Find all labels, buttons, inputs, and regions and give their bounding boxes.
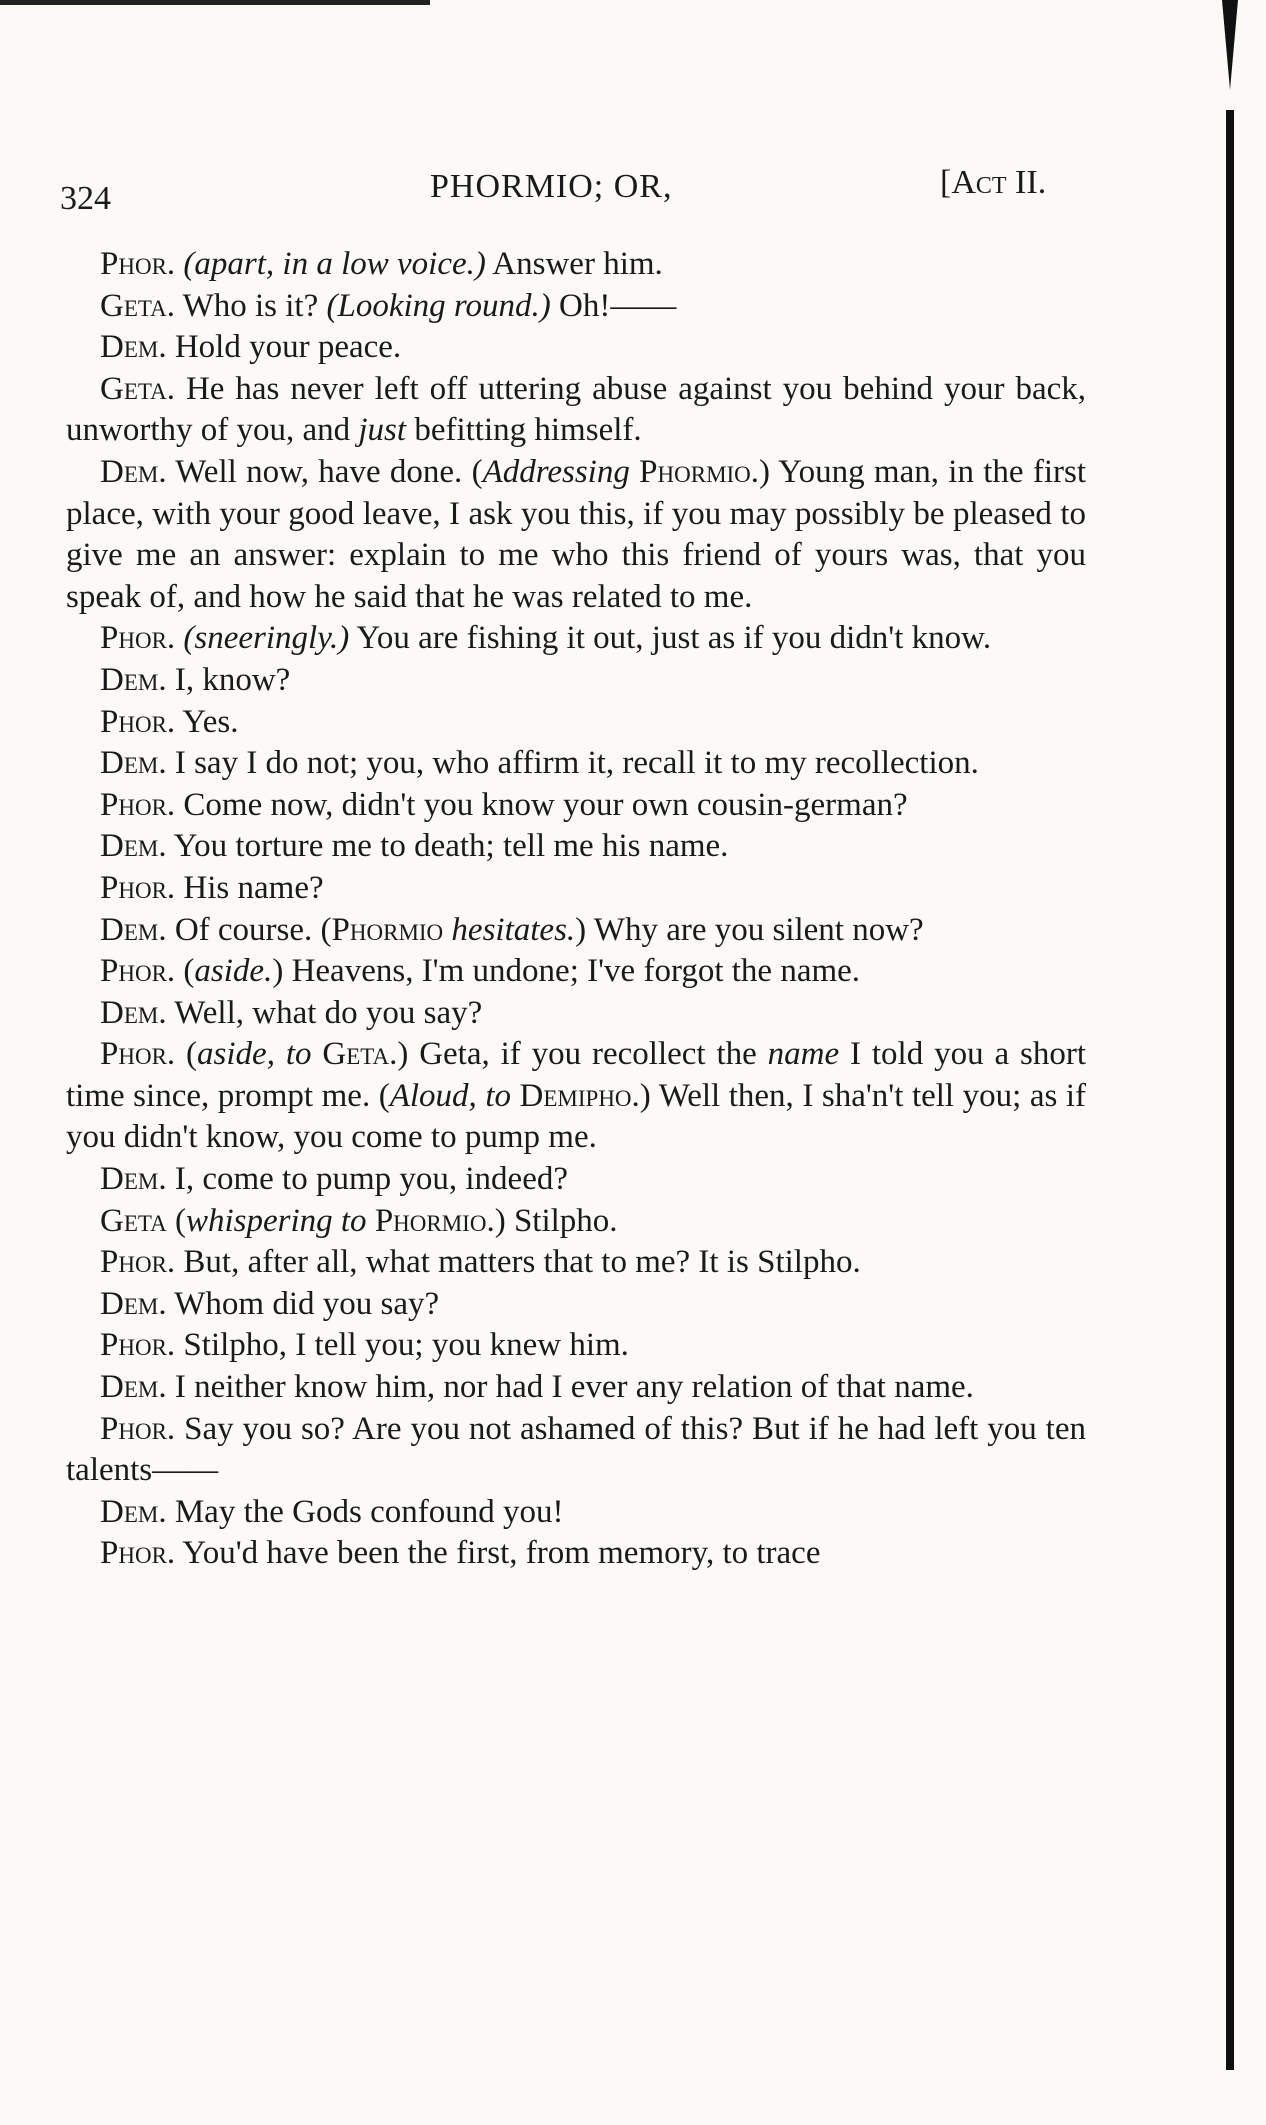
- speech-paragraph: [66, 785, 1086, 827]
- speech-text: Oh!——: [550, 287, 677, 324]
- speech-paragraph: [66, 910, 1086, 952]
- speech-paragraph: [66, 369, 1086, 452]
- speaker-name: Dem.: [100, 745, 167, 782]
- speech-paragraph: [66, 1159, 1086, 1201]
- stage-direction: hesitates.: [451, 911, 576, 948]
- speech-text: .) Stilpho.: [486, 1202, 618, 1239]
- speech-text: Of course. (: [166, 911, 332, 948]
- speaker-name: Phor.: [100, 1410, 176, 1447]
- speech-text: (: [175, 953, 195, 990]
- speaker-name: Dem.: [100, 329, 167, 366]
- speech-text: Hold your peace.: [166, 329, 402, 366]
- speech-text: [367, 1203, 375, 1239]
- stage-direction: Aloud, to: [389, 1077, 511, 1114]
- stage-direction: Addressing: [482, 453, 630, 490]
- speech-paragraph: [66, 660, 1086, 702]
- speech-paragraph: [66, 452, 1086, 618]
- speech-text: Yes.: [175, 703, 239, 740]
- speech-text: [312, 1036, 323, 1072]
- speaker-name: Phor.: [100, 620, 176, 657]
- speech-paragraph: [66, 1533, 1086, 1575]
- speaker-name: Phor.: [100, 1535, 176, 1572]
- speaker-name: Dem.: [100, 1493, 167, 1530]
- speech-text: Say you so? Are you not ashamed of this? But if he had left you ten talents——: [66, 1410, 1086, 1489]
- character-name: Demipho: [519, 1077, 632, 1114]
- speech-text: [630, 454, 639, 490]
- speaker-name: Phor.: [100, 1036, 176, 1073]
- speaker-name: Phor.: [100, 1244, 176, 1281]
- speech-paragraph: [66, 1409, 1086, 1492]
- speaker-name: Geta.: [100, 287, 175, 324]
- speech-paragraph: [66, 1201, 1086, 1243]
- speech-text: Well now, have done. (: [166, 453, 483, 490]
- speech-text: Come now, didn't you know your own cousin-german?: [175, 786, 908, 823]
- speech-text: Well, what do you say?: [166, 994, 483, 1031]
- speech-paragraph: [66, 244, 1086, 286]
- speaker-name: Geta: [100, 1202, 167, 1239]
- page-number: 324: [60, 180, 111, 217]
- speech-paragraph: [66, 1284, 1086, 1326]
- speaker-name: Dem.: [100, 661, 167, 698]
- speech-paragraph: [66, 1034, 1086, 1159]
- speaker-name: Dem.: [100, 911, 167, 948]
- speech-text: .) Geta, if you recollect the: [389, 1036, 768, 1073]
- speech-text: [511, 1078, 520, 1114]
- speaker-name: Phor.: [100, 953, 176, 990]
- dialogue-text: [66, 244, 1086, 1575]
- speech-text: I, know?: [166, 661, 291, 698]
- speaker-name: Dem.: [100, 1161, 167, 1198]
- speech-paragraph: [66, 1492, 1086, 1534]
- running-title: PHORMIO; OR,: [430, 168, 673, 205]
- speech-text: You'd have been the first, from memory, to trace: [175, 1535, 821, 1572]
- stage-direction: aside, to: [197, 1036, 312, 1073]
- stage-direction: aside.: [194, 953, 273, 990]
- speech-paragraph: [66, 1325, 1086, 1367]
- speech-text: Answer him.: [485, 246, 663, 282]
- speech-text: You are fishing it out, just as if you didn't know.: [349, 620, 992, 657]
- speech-paragraph: [66, 951, 1086, 993]
- speech-text: May the Gods confound you!: [166, 1493, 564, 1530]
- speech-text: befitting himself.: [406, 412, 642, 449]
- stage-direction: name: [767, 1036, 840, 1073]
- speaker-name: Phor.: [100, 869, 176, 906]
- book-spine-edge: [1222, 0, 1236, 2125]
- speech-paragraph: [66, 743, 1086, 785]
- speaker-name: Dem.: [100, 828, 167, 865]
- speaker-name: Dem.: [100, 1285, 167, 1322]
- speech-text: ) Heavens, I'm undone; I've forgot the name.: [272, 953, 861, 990]
- speech-text: Whom did you say?: [166, 1285, 440, 1322]
- character-name: Geta: [322, 1036, 390, 1073]
- speech-text: He has never left off uttering abuse against you behind your back, unworthy of you, and: [66, 370, 1086, 449]
- speech-paragraph: [66, 868, 1086, 910]
- stage-direction: (sneeringly.): [183, 620, 350, 657]
- speech-text: You torture me to death; tell me his name.: [166, 828, 729, 865]
- speech-text: .) Young man, in the first place, with your good leave, I ask you this, if you may possibly be pleased to give me an answer: explain to me who this friend of yours was, that you speak of, and how he said that he was related to me.: [66, 453, 1087, 615]
- speech-text: Stilpho, I tell you; you knew him.: [175, 1327, 629, 1364]
- speech-paragraph: [66, 1367, 1086, 1409]
- speech-paragraph: [66, 327, 1086, 369]
- speech-text: I say I do not; you, who affirm it, recall it to my recollection.: [166, 745, 979, 782]
- speech-paragraph: [66, 286, 1086, 328]
- stage-direction: just: [358, 412, 407, 449]
- speaker-name: Phor.: [100, 246, 176, 282]
- stage-direction: whispering to: [185, 1202, 367, 1239]
- act-label: [Act II.: [940, 164, 1047, 201]
- speech-text: (: [166, 1202, 186, 1239]
- speech-text: (: [175, 1036, 198, 1073]
- speaker-name: Phor.: [100, 1327, 176, 1364]
- speech-text: I, come to pump you, indeed?: [166, 1161, 568, 1198]
- character-name: Phormio: [374, 1202, 487, 1239]
- speaker-name: Dem.: [100, 1369, 167, 1406]
- top-edge-rule: [0, 0, 430, 5]
- speech-paragraph: [66, 702, 1086, 744]
- speech-paragraph: [66, 1242, 1086, 1284]
- speech-text: I neither know him, nor had I ever any relation of that name.: [166, 1369, 974, 1406]
- speech-paragraph: [66, 618, 1086, 660]
- speaker-name: Phor.: [100, 786, 176, 823]
- stage-direction: (Looking round.): [326, 287, 551, 324]
- speaker-name: Dem.: [100, 453, 167, 490]
- speech-paragraph: [66, 993, 1086, 1035]
- character-name: Phormio: [639, 453, 751, 490]
- speech-text: But, after all, what matters that to me? It is Stilpho.: [175, 1244, 861, 1281]
- speech-text: Who is it?: [174, 287, 327, 324]
- speaker-name: Geta.: [100, 370, 175, 407]
- speech-text: I told you a short time since, prompt me. (: [66, 1036, 1086, 1114]
- speech-text: .) Well then, I sha'n't tell you; as if you didn't know, you come to pump me.: [66, 1077, 1086, 1156]
- speech-text: ) Why are you silent now?: [575, 911, 924, 948]
- speaker-name: Dem.: [100, 994, 167, 1031]
- speech-text: His name?: [175, 869, 324, 906]
- speaker-name: Phor.: [100, 703, 176, 740]
- stage-direction: (apart, in a low voice.): [183, 246, 486, 282]
- speech-paragraph: [66, 826, 1086, 868]
- character-name: Phormio: [331, 911, 444, 948]
- running-header: [60, 164, 1060, 218]
